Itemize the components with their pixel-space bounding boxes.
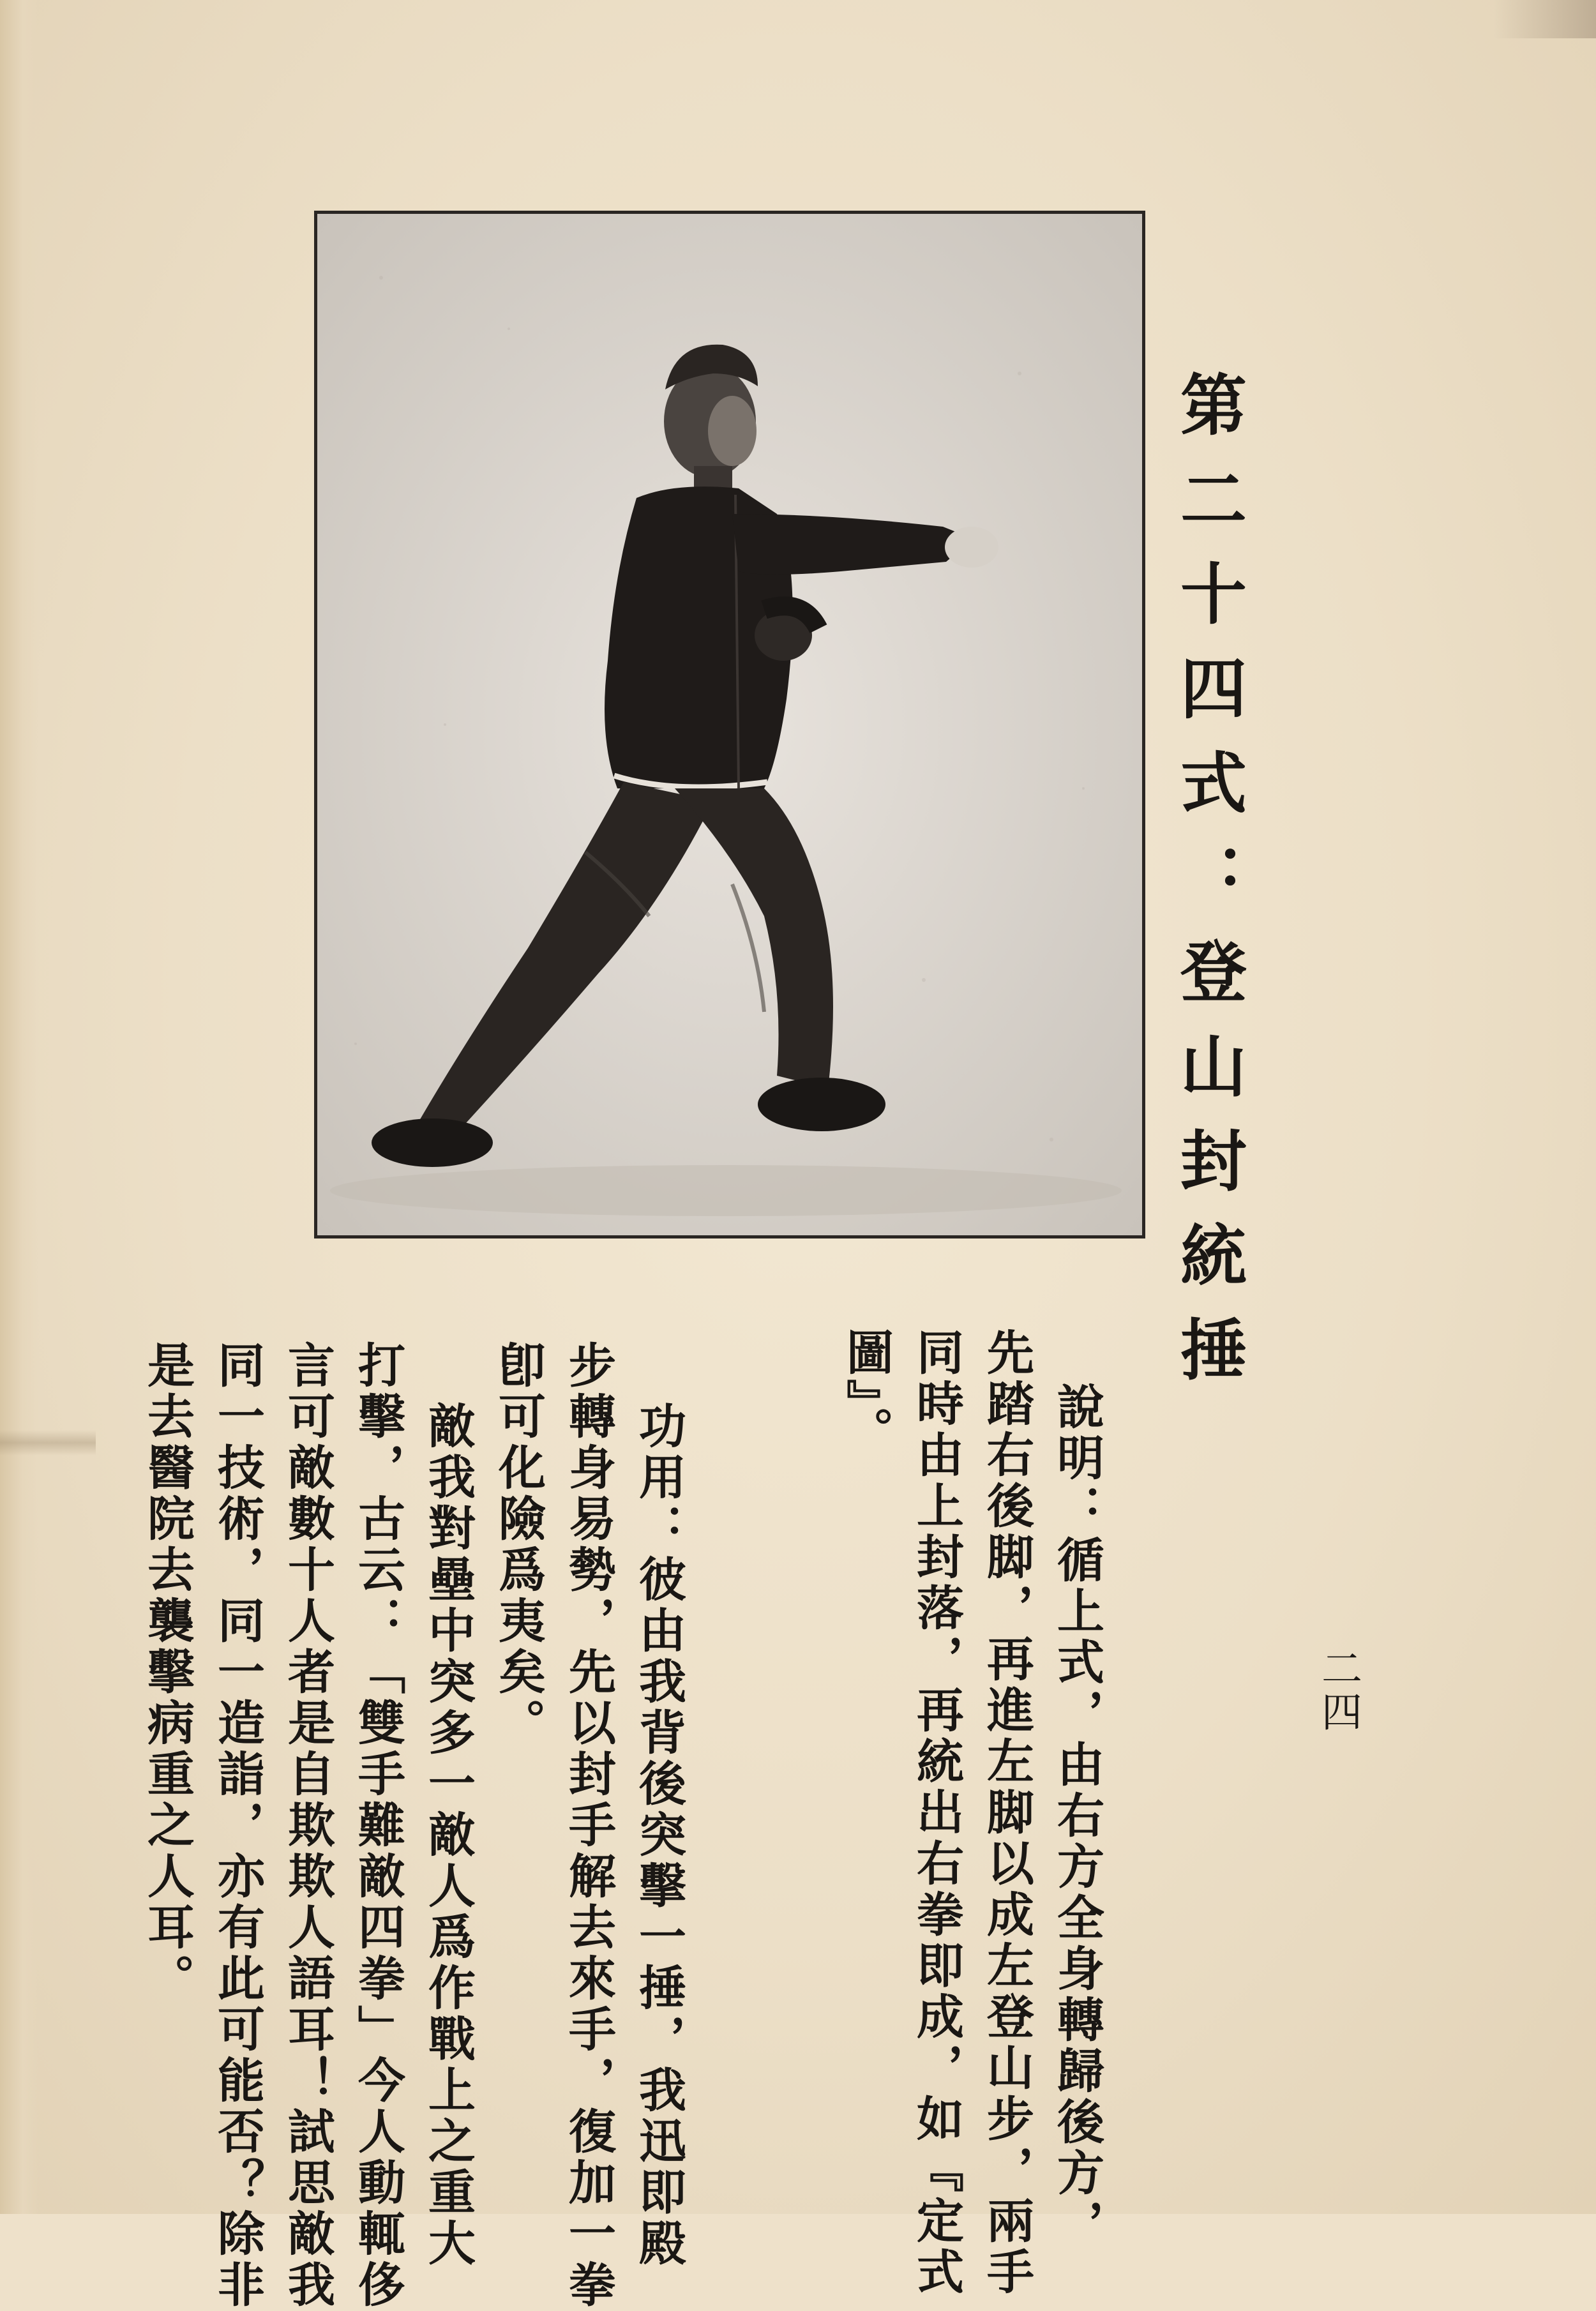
application-line-1: 功用：彼由我背後突擊一捶，我迅即殿 (631, 1401, 686, 2270)
application-line-8: 是去醫院去襲擊病重之人耳。 (140, 1341, 195, 2005)
martial-arts-photo (314, 211, 1145, 1238)
paper-crease (0, 1430, 96, 1456)
corner-shadow (1494, 0, 1596, 38)
page-title: 第二十四式：登山封統捶 (1169, 370, 1247, 1410)
application-line-3: 卽可化險爲夷矣。 (491, 1341, 546, 1749)
explanation-line-4: 圖』。 (839, 1328, 894, 1457)
application-line-7: 同一技術，同一造詣，亦有此可能否？除非 (210, 1341, 265, 2311)
explanation-line-1: 說明：循上式，由右方全身轉歸後方， (1050, 1382, 1104, 2250)
application-line-2: 步轉身易勢，先以封手解去來手，復加一拳 (561, 1341, 616, 2311)
application-line-5: 打擊，古云：「雙手難敵四拳」今人動輒侈 (350, 1341, 405, 2311)
binding-edge-shadow (0, 0, 38, 2214)
page-number: 二四 (1314, 1647, 1362, 1734)
explanation-line-2: 先踏右後脚，再進左脚以成左登山步，兩手 (979, 1328, 1034, 2298)
application-line-6: 言可敵數十人者是自欺欺人語耳！試思敵我 (280, 1341, 335, 2311)
explanation-line-3: 同時由上封落，再統出右拳即成，如『定式 (909, 1328, 964, 2298)
martial-arts-figure-icon (317, 214, 1142, 1235)
application-line-4: 敵我對壘中突多一敵人爲作戰上之重大 (421, 1401, 476, 2270)
